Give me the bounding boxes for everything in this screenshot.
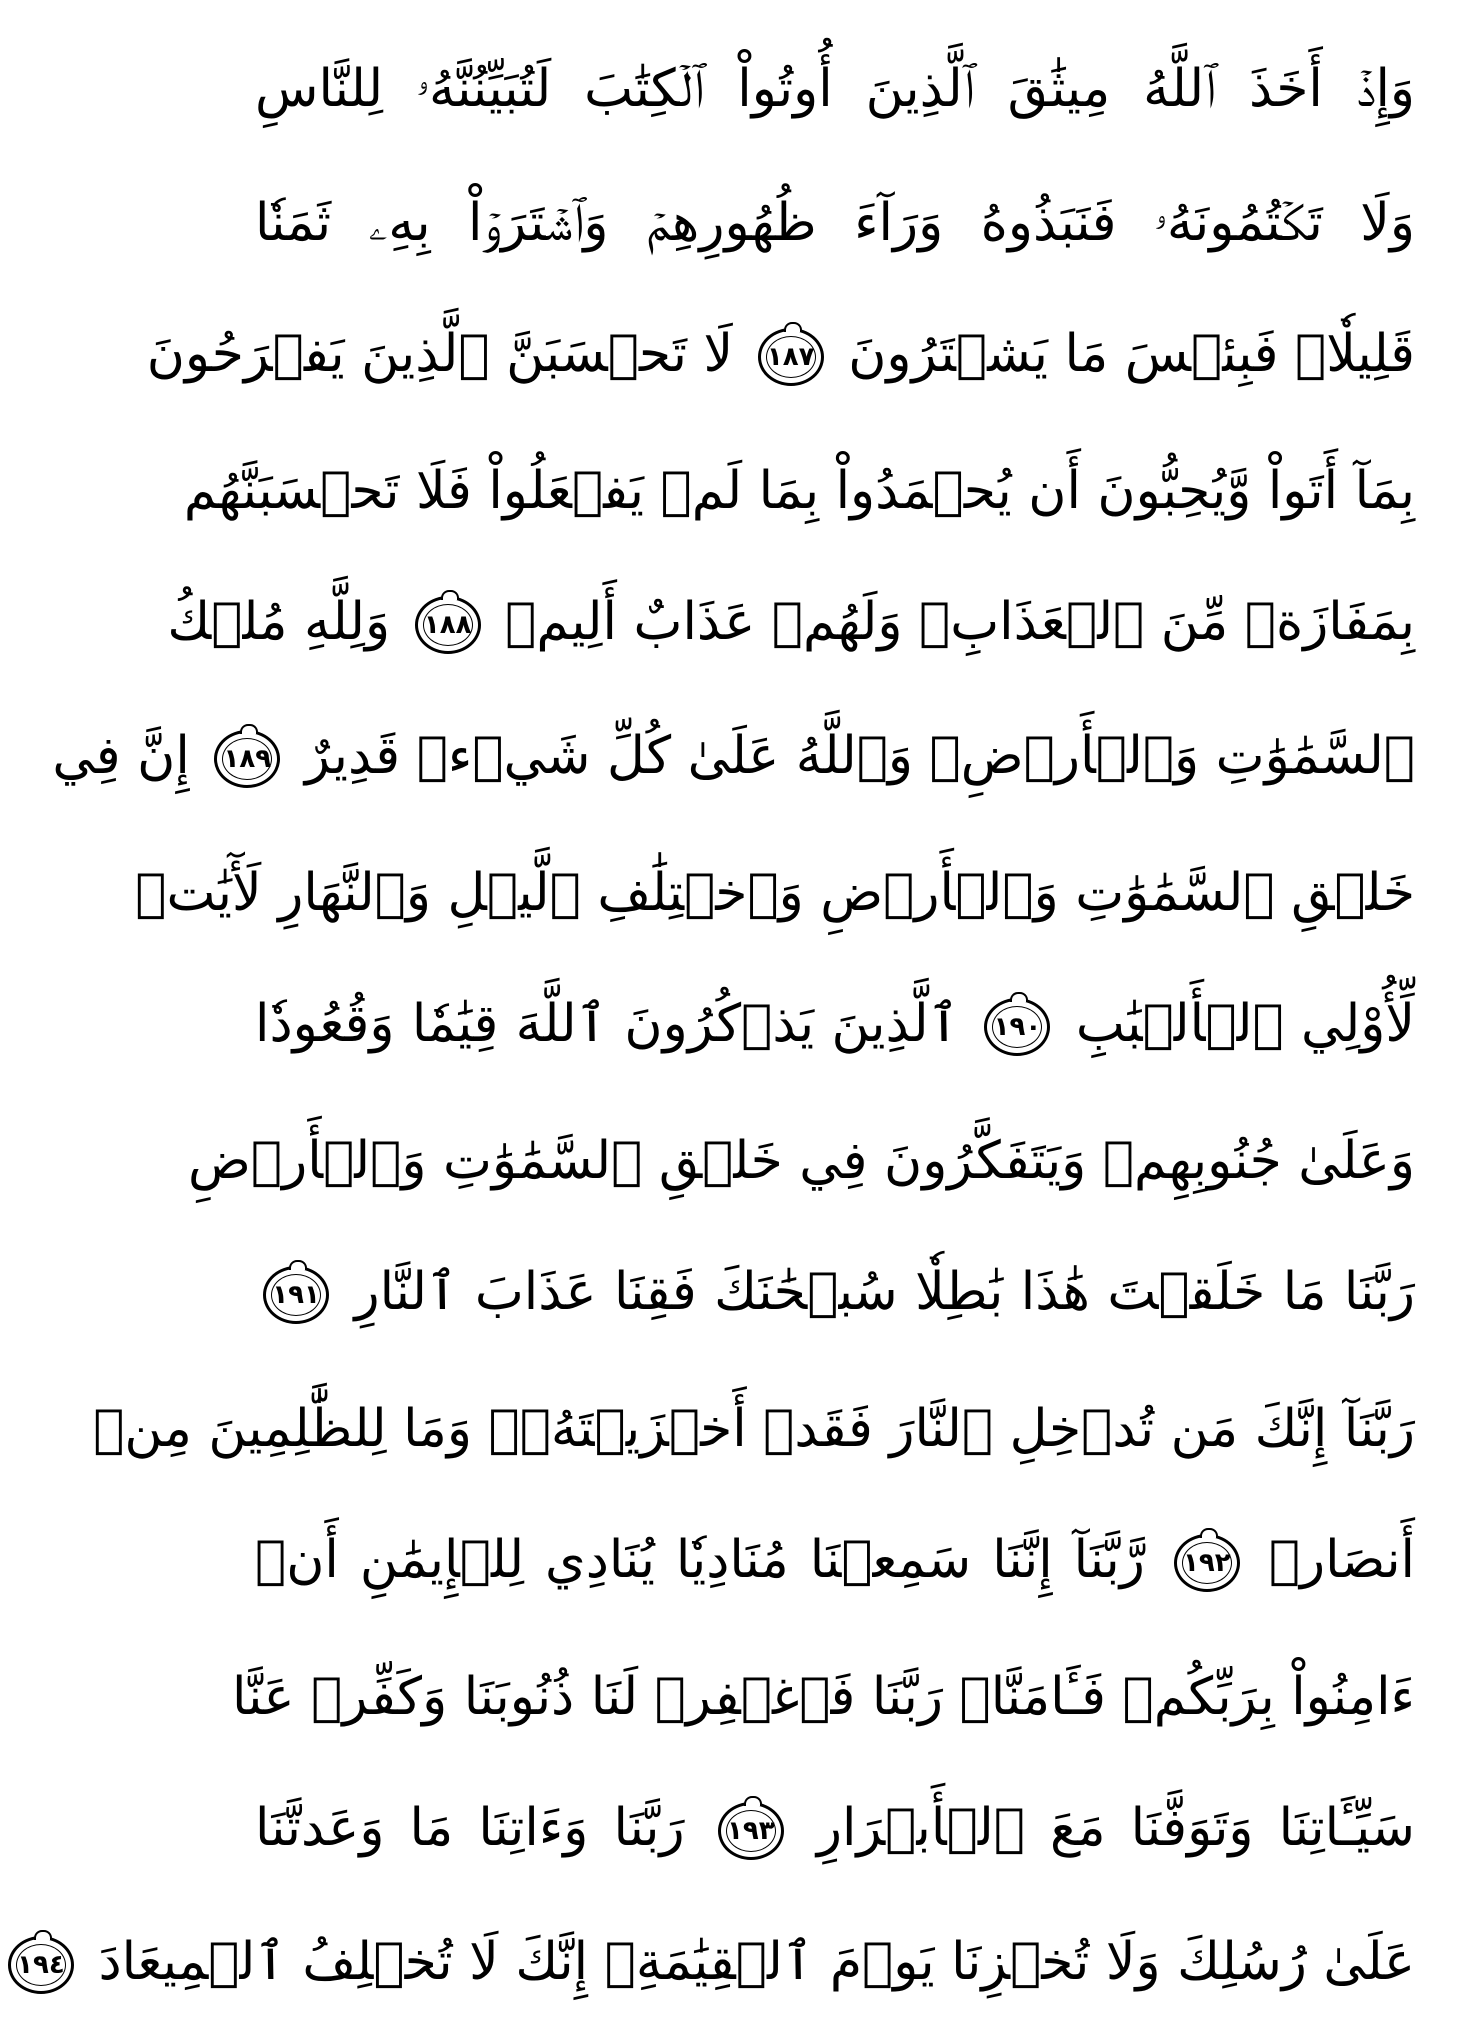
verse-text-line [255, 1798, 1415, 1860]
quran-line [93, 1362, 1415, 1496]
quran-line [17, 1898, 1415, 2032]
ayah-number-marker [8, 1936, 74, 1994]
quran-line [183, 424, 1415, 558]
ayah-number: ١٩٠ [993, 1012, 1042, 1042]
ayah-number-marker [718, 1802, 784, 1860]
verse-text: سَيِّـَٔاتِنَا وَتَوَفَّنَا مَعَ ٱلۡأَبۡرَارِ [816, 1798, 1415, 1858]
quran-line [255, 1764, 1415, 1898]
ayah-number: ١٩٤ [17, 1950, 65, 1980]
verse-text: بِمَآ أَتَواْ وَّيُحِبُّونَ أَن يُحۡمَدُواْ بِمَا لَمۡ يَفۡعَلُواْ فَلَا تَحۡسَبَنَّهُم [183, 461, 1415, 521]
verse-text: قَلِيلٗاۖ فَبِئۡسَ مَا يَشۡتَرُونَ [848, 324, 1415, 384]
quran-line [255, 156, 1415, 290]
verse-text-line [167, 592, 1415, 654]
quran-line [255, 960, 1415, 1094]
ayah-number-marker [214, 730, 280, 788]
quran-line [255, 1228, 1415, 1362]
verse-text-line [146, 324, 1415, 386]
ayah-number-marker [758, 328, 824, 386]
verse-text-line [17, 1932, 1415, 1994]
verse-text: رَبَّنَا مَا خَلَقۡتَ هَٰذَا بَٰطِلٗا سُبۡحَٰنَكَ فَقِنَا عَذَابَ ٱلنَّارِ [354, 1262, 1416, 1322]
ayah-number-marker [1174, 1534, 1240, 1592]
verse-text: ءَامِنُواْ بِرَبِّكُمۡ فَـَٔامَنَّاۚ رَبَّنَا فَٱغۡفِرۡ لَنَا ذُنُوبَنَا وَكَفِّرۡ عَنَّا [232, 1667, 1415, 1727]
verse-text: وَلِلَّهِ مُلۡكُ [167, 592, 391, 652]
verse-text: وَلَا تَكۡتُمُونَهُۥ فَنَبَذُوهُ وَرَآءَ ظُهُورِهِمۡ وَٱشۡتَرَوۡاْ بِهِۦ ثَمَنٗا [255, 193, 1415, 253]
quran-line [255, 1496, 1415, 1630]
ayah-number: ١٨٧ [766, 342, 815, 372]
verse-text-line [255, 1530, 1415, 1592]
verse-text: إِنَّ فِي [52, 726, 190, 786]
verse-text: عَلَىٰ رُسُلِكَ وَلَا تُخۡزِنَا يَوۡمَ ٱلۡقِيَٰمَةِۖ إِنَّكَ لَا تُخۡلِفُ ٱلۡمِيعَادَ [98, 1932, 1415, 1992]
quran-line [146, 290, 1415, 424]
ayah-number: ١٩١ [272, 1280, 320, 1310]
verse-text-line [255, 1262, 1416, 1324]
quran-line [167, 558, 1415, 692]
verse-text: رَبَّنَآ إِنَّكَ مَن تُدۡخِلِ ٱلنَّارَ فَقَدۡ أَخۡزَيۡتَهُۥۖ وَمَا لِلظَّٰلِمِينَ مِنۡ [93, 1399, 1415, 1459]
quran-line [255, 22, 1415, 156]
verse-text: وَإِذۡ أَخَذَ ٱللَّهُ مِيثَٰقَ ٱلَّذِينَ أُوتُواْ ٱلۡكِتَٰبَ لَتُبَيِّنُنَّهُۥ لِلنَّاسِ [255, 59, 1415, 119]
verse-text: ٱلَّذِينَ يَذۡكُرُونَ ٱللَّهَ قِيَٰمٗا وَقُعُودٗا [255, 994, 960, 1054]
verse-text: أَنصَارٖ [1268, 1530, 1415, 1590]
verse-text: لِّأُوْلِي ٱلۡأَلۡبَٰبِ [1075, 994, 1416, 1054]
ayah-number: ١٩٣ [726, 1816, 775, 1846]
quran-line [232, 1630, 1415, 1764]
verse-text: رَّبَّنَآ إِنَّنَا سَمِعۡنَا مُنَادِيٗا يُنَادِي لِلۡإِيمَٰنِ أَنۡ [255, 1530, 1145, 1590]
verse-text: خَلۡقِ ٱلسَّمَٰوَٰتِ وَٱلۡأَرۡضِ وَٱخۡتِلَٰفِ ٱلَّيۡلِ وَٱلنَّهَارِ لَأٓيَٰتٖ [135, 863, 1415, 923]
mushaf-page [17, 0, 1465, 2038]
ayah-number-marker [263, 1266, 329, 1324]
verse-text: وَعَلَىٰ جُنُوبِهِمۡ وَيَتَفَكَّرُونَ فِي خَلۡقِ ٱلسَّمَٰوَٰتِ وَٱلۡأَرۡضِ [188, 1131, 1415, 1191]
ayah-number-marker [984, 998, 1050, 1056]
verse-text-line [255, 994, 1416, 1056]
quran-line [188, 1094, 1415, 1228]
quran-line [135, 826, 1415, 960]
verse-text: لَا تَحۡسَبَنَّ ٱلَّذِينَ يَفۡرَحُونَ [146, 324, 734, 384]
quran-line [52, 692, 1415, 826]
ayah-number: ١٨٩ [223, 744, 272, 774]
ayah-number-marker [415, 596, 481, 654]
ayah-number: ١٩٢ [1183, 1548, 1231, 1578]
verse-text: بِمَفَازَةٖ مِّنَ ٱلۡعَذَابِۖ وَلَهُمۡ عَذَابٌ أَلِيمٞ [505, 592, 1415, 652]
verse-text: ٱلسَّمَٰوَٰتِ وَٱلۡأَرۡضِۗ وَٱللَّهُ عَلَىٰ كُلِّ شَيۡءٖ قَدِيرٌ [304, 726, 1415, 786]
verse-text-line [52, 726, 1415, 788]
verse-text: رَبَّنَا وَءَاتِنَا مَا وَعَدتَّنَا [255, 1798, 685, 1858]
ayah-number: ١٨٨ [423, 610, 472, 640]
